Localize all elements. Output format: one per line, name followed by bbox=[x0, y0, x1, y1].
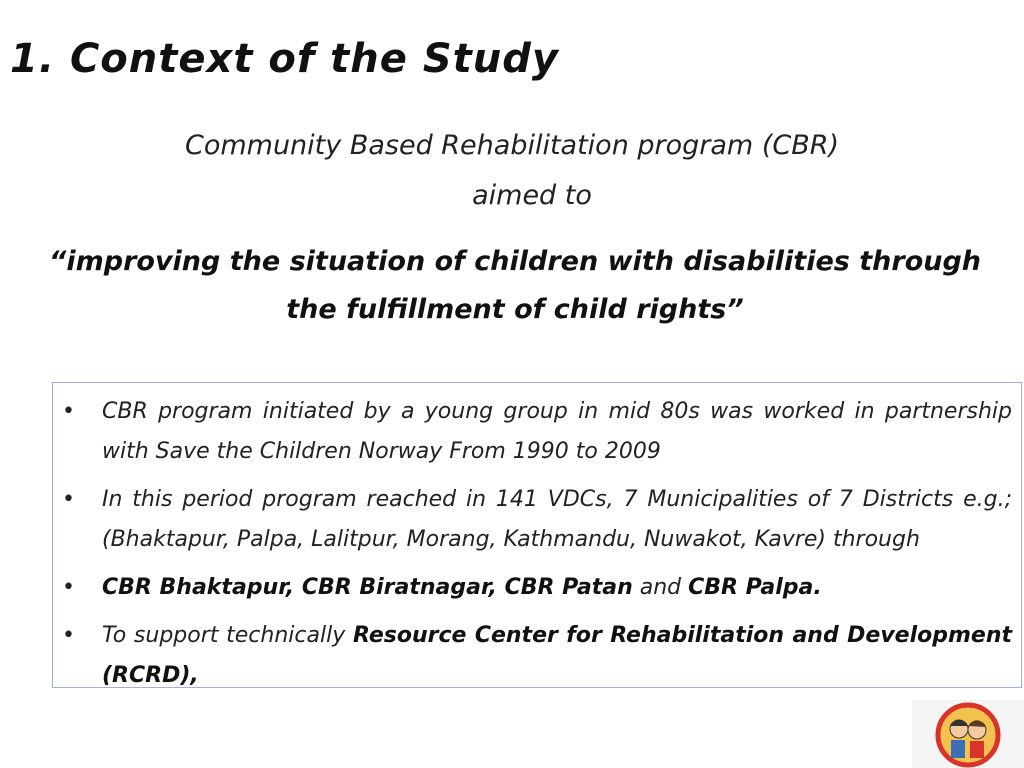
bullet-dot: • bbox=[62, 399, 75, 424]
bullet-list bbox=[62, 392, 1012, 704]
sep-1: , bbox=[285, 575, 302, 600]
cbr-bhaktapur: CBR Bhaktapur bbox=[102, 575, 286, 600]
and-word: and bbox=[632, 575, 689, 600]
cbr-patan: CBR Patan bbox=[504, 575, 633, 600]
quote-text: improving the situation of children with disabilities through the fulfillment of child rights bbox=[66, 246, 982, 325]
bullet-item-4 bbox=[62, 616, 1012, 696]
subtitle-line-1: Community Based Rehabilitation program (CBR) bbox=[184, 130, 840, 161]
children-logo-icon bbox=[932, 702, 1004, 768]
rcrd-name: Resource Center for Rehabilitation and Development (RCRD), bbox=[102, 623, 1013, 688]
cbr-biratnagar: CBR Biratnagar bbox=[301, 575, 489, 600]
bullet-text-1: CBR program initiated by a young group in mid 80s was worked in partnership with Save the Children Norway From 1990 to 2009 bbox=[102, 399, 1012, 464]
bullet-item-3 bbox=[62, 568, 1012, 608]
quote-open: “ bbox=[48, 246, 67, 277]
cbr-palpa: CBR Palpa bbox=[688, 575, 814, 600]
bullet-dot: • bbox=[62, 623, 75, 648]
bullet-item-2 bbox=[62, 480, 1012, 560]
slide-title: 1. Context of the Study bbox=[10, 36, 559, 82]
bullet-dot: • bbox=[62, 487, 75, 512]
bullet-text-2: In this period program reached in 141 VDCs, 7 Municipalities of 7 Districts e.g.; (Bhaktapur, Palpa, Lalitpur, Morang, Kathmandu, Nuwakot, Kavre) through bbox=[102, 487, 1012, 552]
bullet-dot: • bbox=[62, 575, 75, 600]
end-period: . bbox=[813, 575, 822, 600]
sep-2: , bbox=[488, 575, 505, 600]
quote-close: ” bbox=[726, 294, 744, 325]
children-logo bbox=[912, 700, 1024, 768]
bullet-4-lead: To support technically bbox=[102, 623, 353, 648]
bullet-item-1 bbox=[62, 392, 1012, 472]
subtitle-line-2: aimed to bbox=[472, 180, 592, 211]
quote-block bbox=[20, 238, 1010, 334]
